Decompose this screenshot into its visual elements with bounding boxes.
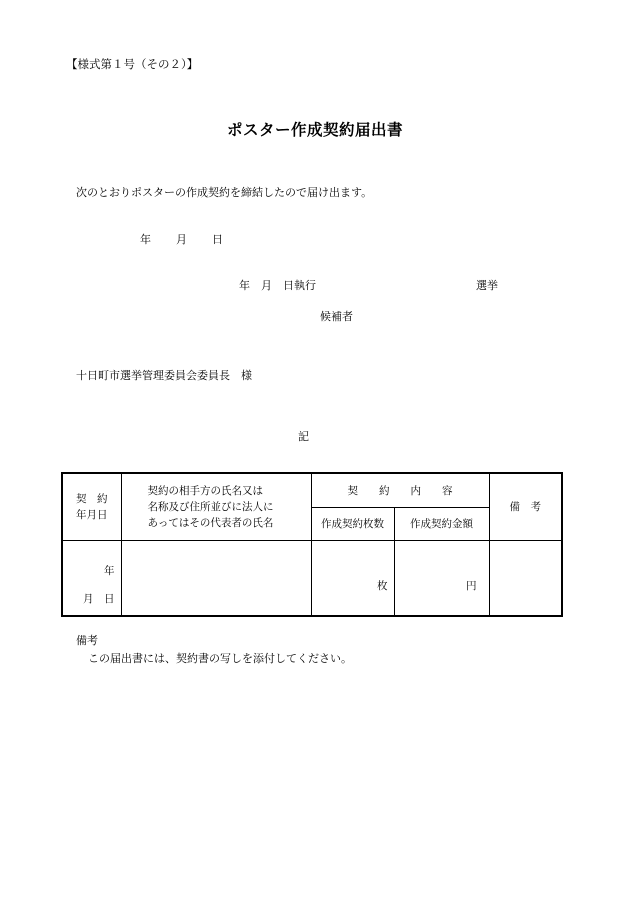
election-label: 選挙 bbox=[476, 279, 498, 292]
quantity-header: 作成契約枚数 bbox=[311, 507, 394, 540]
ki-marker: 記 bbox=[298, 430, 309, 443]
date-day: 日 bbox=[212, 233, 223, 246]
execution-date: 年 月 日執行 bbox=[239, 279, 316, 292]
partner-header-line1: 契約の相手方の氏名又は bbox=[147, 484, 263, 497]
contract-date-month-day: 月 日 bbox=[83, 592, 115, 605]
addressee: 十日町市選挙管理委員会委員長 様 bbox=[76, 369, 252, 382]
document-title: ポスター作成契約届出書 bbox=[226, 120, 403, 139]
date-month: 月 bbox=[176, 233, 187, 246]
contract-date-header-line2: 年月日 bbox=[76, 508, 108, 521]
remarks-text: この届出書には、契約書の写しを添付してください。 bbox=[88, 652, 352, 665]
remarks-header: 備 考 bbox=[489, 473, 562, 540]
form-number: 【様式第１号（その２）】 bbox=[66, 57, 199, 71]
partner-cell bbox=[121, 540, 311, 616]
quantity-unit: 枚 bbox=[377, 579, 388, 592]
amount-header: 作成契約金額 bbox=[394, 507, 489, 540]
intro-text: 次のとおりポスターの作成契約を締結したので届け出ます。 bbox=[76, 186, 373, 199]
quantity-cell bbox=[311, 540, 394, 616]
remarks-cell bbox=[489, 540, 562, 616]
partner-header bbox=[121, 473, 311, 540]
amount-cell bbox=[394, 540, 489, 616]
contract-date-header bbox=[62, 473, 121, 540]
candidate-label: 候補者 bbox=[320, 310, 353, 323]
contract-table bbox=[61, 472, 563, 617]
submission-date bbox=[140, 231, 223, 247]
contract-date-year: 年 bbox=[104, 564, 115, 577]
contract-date-cell bbox=[62, 540, 121, 616]
date-year: 年 bbox=[140, 233, 151, 246]
partner-header-line2: 名称及び住所並びに法人に bbox=[147, 500, 274, 513]
amount-unit: 円 bbox=[466, 579, 477, 592]
contract-content-header: 契 約 内 容 bbox=[311, 473, 489, 507]
contract-date-header-line1: 契 約 bbox=[76, 492, 108, 505]
partner-header-line3: あってはその代表者の氏名 bbox=[147, 516, 274, 529]
remarks-title: 備考 bbox=[76, 634, 98, 647]
